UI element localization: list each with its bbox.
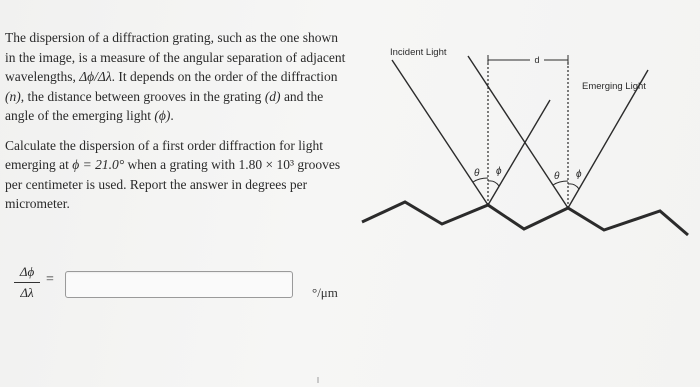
- intro-text-1: The dispersion of a diffraction grating, such as the one shown in the image, is a measure of the angular separation of adjacent wavelengths,: [5, 30, 346, 84]
- intro-text-2: . It depends on the order of the diffraction: [111, 69, 338, 84]
- question-task: [5, 136, 350, 214]
- theta-label-1: θ: [474, 168, 480, 179]
- spacing-label: d: [534, 55, 540, 65]
- dispersion-fraction: [12, 264, 42, 301]
- answer-input[interactable]: [65, 271, 293, 298]
- grating-surface: [362, 202, 688, 235]
- scan-mark: [317, 377, 319, 383]
- fraction-bar: [14, 282, 40, 283]
- incident-ray-2: [468, 56, 568, 208]
- phi-label-2: ϕ: [576, 169, 582, 180]
- question-intro: [5, 28, 350, 126]
- angle-value: ϕ = 21.0°: [72, 157, 125, 172]
- phi-arc-2: [568, 184, 579, 189]
- intro-text-4: and the angle of the emerging light: [5, 88, 324, 123]
- groove-density: 1.80 × 10³: [238, 157, 295, 172]
- answer-unit: °/μm: [312, 285, 338, 300]
- answer-row: [10, 260, 360, 310]
- grating-diagram: [360, 40, 692, 262]
- task-text-2: when a grating with: [124, 157, 239, 172]
- angle-symbol: (ϕ): [154, 108, 171, 123]
- task-text-3: grooves per centimeter is used. Report the answer in degrees per micrometer.: [5, 157, 341, 211]
- intro-text-5: .: [170, 108, 174, 123]
- phi-arc-1: [488, 181, 499, 186]
- dispersion-symbol: Δϕ/Δλ: [79, 69, 112, 84]
- emerging-ray-1: [488, 100, 550, 205]
- emerging-light-label: Emerging Light: [582, 81, 646, 92]
- intro-text-3: , the distance between grooves in the grating: [20, 88, 265, 104]
- fraction-denominator: Δλ: [20, 285, 34, 300]
- question-text: [5, 28, 350, 214]
- phi-label-1: ϕ: [496, 166, 502, 177]
- theta-label-2: θ: [554, 171, 560, 182]
- fraction-numerator: Δϕ: [19, 264, 35, 279]
- spacing-symbol: (d): [264, 88, 281, 104]
- task-text-1: Calculate the dispersion of a first order diffraction for light emerging at: [5, 137, 324, 172]
- incident-ray-1: [392, 60, 488, 205]
- incident-light-label: Incident Light: [390, 47, 447, 58]
- equals-sign: =: [46, 272, 54, 287]
- order-symbol: (n): [5, 88, 21, 104]
